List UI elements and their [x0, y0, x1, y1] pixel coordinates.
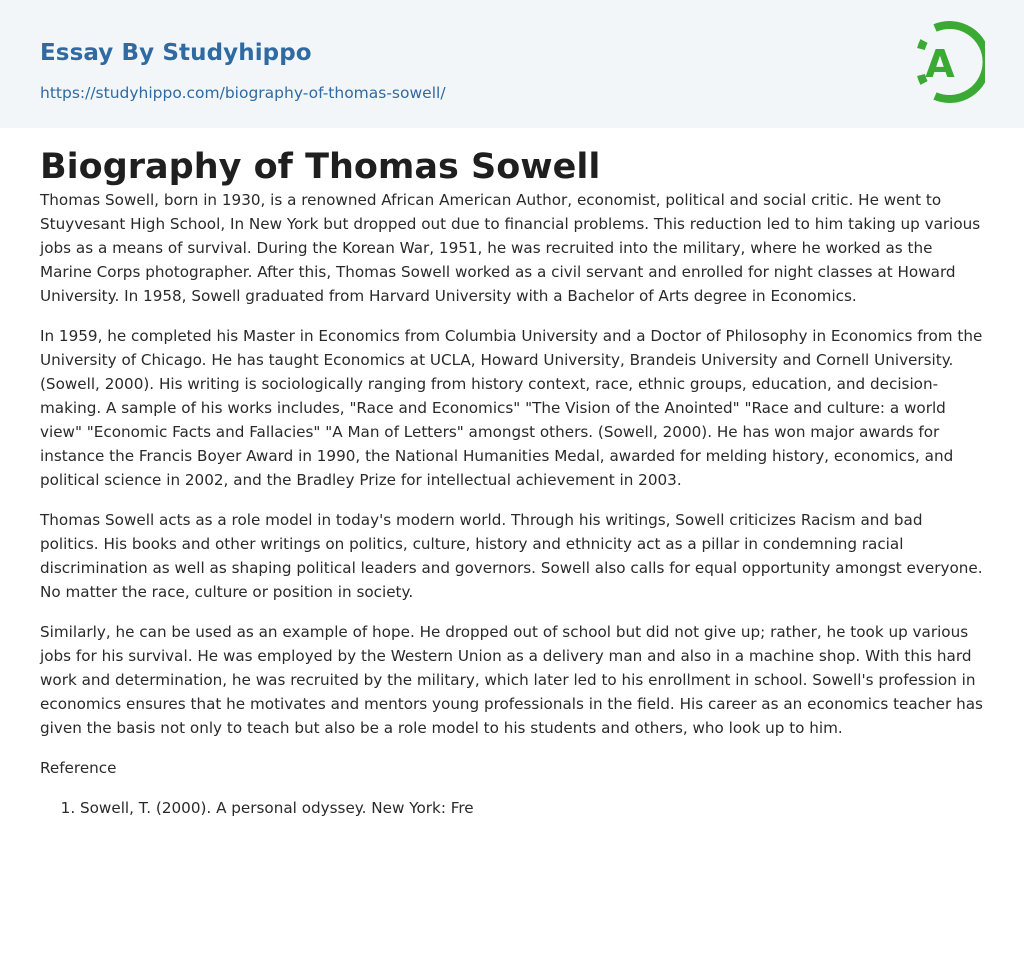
paragraph: Similarly, he can be used as an example of hope. He dropped out of school but did not give up; rather, he took up various jobs for his survival. He was employed by the Western Union as a delivery man and also in a machine shop. With this hard work and determination, he was recruited by the military, which later led to his enrollment in school. Sowell's profession in economics ensures that he motivates and mentors young professionals in the field. His career as an economics teacher has given the basis not only to teach but also be a role model to his students and others, who look up to him.	[40, 623, 983, 737]
paragraph: Thomas Sowell, born in 1930, is a renowned African American Author, economist, political and social critic. He went to Stuyvesant High School, In New York but dropped out due to financial problems. This reduction led to him taking up various jobs as a means of survival. During the Korean War, 1951, he was recruited into the military, where he worked as the Marine Corps photographer. After this, Thomas Sowell worked as a civil servant and enrolled for night classes at Howard University. In 1958, Sowell graduated from Harvard University with a Bachelor of Arts degree in Economics.	[40, 191, 981, 305]
site-header	[0, 0, 1024, 128]
studyhippo-logo-icon[interactable]	[913, 19, 985, 105]
site-brand[interactable]: Essay By Studyhippo	[40, 40, 312, 66]
logo-letter: A	[925, 42, 955, 86]
paragraph: Thomas Sowell acts as a role model in today's modern world. Through his writings, Sowell criticizes Racism and bad politics. His books and other writings on politics, culture, history and ethnicity act as a pillar in condemning racial discrimination as well as shaping political leaders and governors. Sowell also calls for equal opportunity amongst everyone. No matter the race, culture or position in society.	[40, 511, 983, 601]
reference-item: 1. Sowell, T. (2000). A personal odyssey. New York: Fre	[80, 796, 984, 820]
page-title: Biography of Thomas Sowell	[40, 147, 601, 187]
reference-heading: Reference	[40, 759, 117, 777]
article-body	[0, 128, 1024, 820]
essay-url-link[interactable]: https://studyhippo.com/biography-of-thomas-sowell/	[40, 84, 446, 102]
reference-list	[40, 796, 984, 820]
paragraph: In 1959, he completed his Master in Economics from Columbia University and a Doctor of Philosophy in Economics from the University of Chicago. He has taught Economics at UCLA, Howard University, Brandeis University and Cornell University. (Sowell, 2000). His writing is sociologically ranging from history context, race, ethnic groups, education, and decision-making. A sample of his works includes, "Race and Economics" "The Vision of the Anointed" "Race and culture: a world view" "Economic Facts and Fallacies" "A Man of Letters" amongst others. (Sowell, 2000). He has won major awards for instance the Francis Boyer Award in 1990, the National Humanities Medal, awarded for melding history, economics, and political science in 2002, and the Bradley Prize for intellectual achievement in 2003.	[40, 327, 983, 489]
